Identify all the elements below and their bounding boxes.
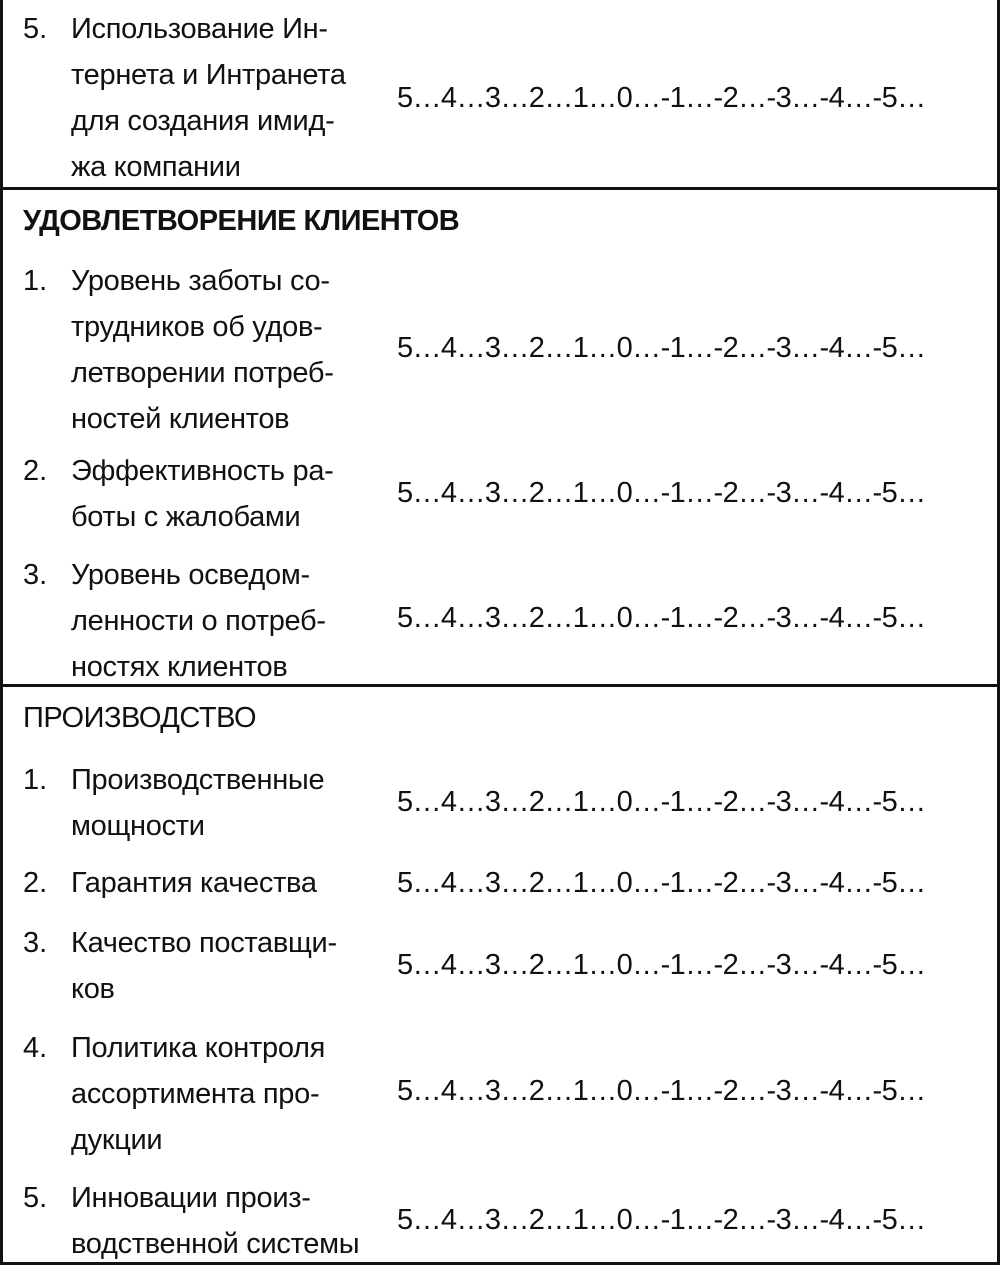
item-label	[71, 552, 391, 690]
section-heading: УДОВЛЕТВОРЕНИЕ КЛИЕНТОВ	[23, 205, 460, 237]
item-number: 3.	[23, 559, 48, 591]
item-label-line: Качество поставщи-	[71, 927, 337, 959]
item-label-line: летворении потреб-	[71, 357, 334, 389]
rating-scale: 5…4…3…2…1…0…-1…-2…-3…-4…-5…	[397, 1204, 926, 1236]
item-label	[71, 6, 391, 190]
rating-scale: 5…4…3…2…1…0…-1…-2…-3…-4…-5…	[397, 1075, 926, 1107]
item-number: 4.	[23, 1032, 48, 1064]
item-label-line: Политика контроля	[71, 1032, 326, 1064]
item-number: 1.	[23, 265, 48, 297]
item-label-line: водственной системы	[71, 1228, 360, 1260]
item-label-line: для создания имид-	[71, 105, 335, 137]
item-number: 3.	[23, 927, 48, 959]
item-label-line: ностях клиентов	[71, 651, 288, 683]
item-label	[71, 1175, 391, 1267]
rating-scale: 5…4…3…2…1…0…-1…-2…-3…-4…-5…	[397, 477, 926, 509]
rating-scale: 5…4…3…2…1…0…-1…-2…-3…-4…-5…	[397, 602, 926, 634]
item-label-line: Использование Ин-	[71, 13, 328, 45]
item-number: 5.	[23, 1182, 48, 1214]
item-label-line: ассортимента про-	[71, 1078, 320, 1110]
item-label	[71, 1025, 391, 1163]
item-label-line: боты с жалобами	[71, 501, 301, 533]
item-label	[71, 448, 391, 540]
item-label-line: Уровень осведом-	[71, 559, 310, 591]
item-label-line: Уровень заботы со-	[71, 265, 330, 297]
item-label	[71, 860, 391, 906]
rating-scale: 5…4…3…2…1…0…-1…-2…-3…-4…-5…	[397, 332, 926, 364]
rating-scale: 5…4…3…2…1…0…-1…-2…-3…-4…-5…	[397, 82, 926, 114]
rating-scale: 5…4…3…2…1…0…-1…-2…-3…-4…-5…	[397, 786, 926, 818]
item-label-line: ностей клиентов	[71, 403, 290, 435]
rating-scale: 5…4…3…2…1…0…-1…-2…-3…-4…-5…	[397, 949, 926, 981]
rating-scale: 5…4…3…2…1…0…-1…-2…-3…-4…-5…	[397, 867, 926, 899]
item-number: 2.	[23, 867, 48, 899]
item-label-line: Гарантия качества	[71, 867, 317, 899]
item-label	[71, 258, 391, 442]
section-production	[0, 687, 1000, 1265]
item-label-line: ленности о потреб-	[71, 605, 326, 637]
item-label-line: Производственные	[71, 764, 325, 796]
item-label	[71, 920, 391, 1012]
item-label	[71, 757, 391, 849]
item-number: 1.	[23, 764, 48, 796]
item-number: 5.	[23, 13, 48, 45]
item-label-line: трудников об удов-	[71, 311, 323, 343]
item-number: 2.	[23, 455, 48, 487]
item-label-line: ков	[71, 973, 115, 1005]
item-label-line: Инновации произ-	[71, 1182, 311, 1214]
item-label-line: дукции	[71, 1124, 163, 1156]
section-customer-satisfaction	[0, 190, 1000, 687]
item-label-line: Эффективность ра-	[71, 455, 334, 487]
item-label-line: жа компании	[71, 151, 241, 183]
section-heading: ПРОИЗВОДСТВО	[23, 702, 257, 734]
item-label-line: мощности	[71, 810, 205, 842]
section-image-continued	[0, 0, 1000, 190]
item-label-line: тернета и Интранета	[71, 59, 346, 91]
